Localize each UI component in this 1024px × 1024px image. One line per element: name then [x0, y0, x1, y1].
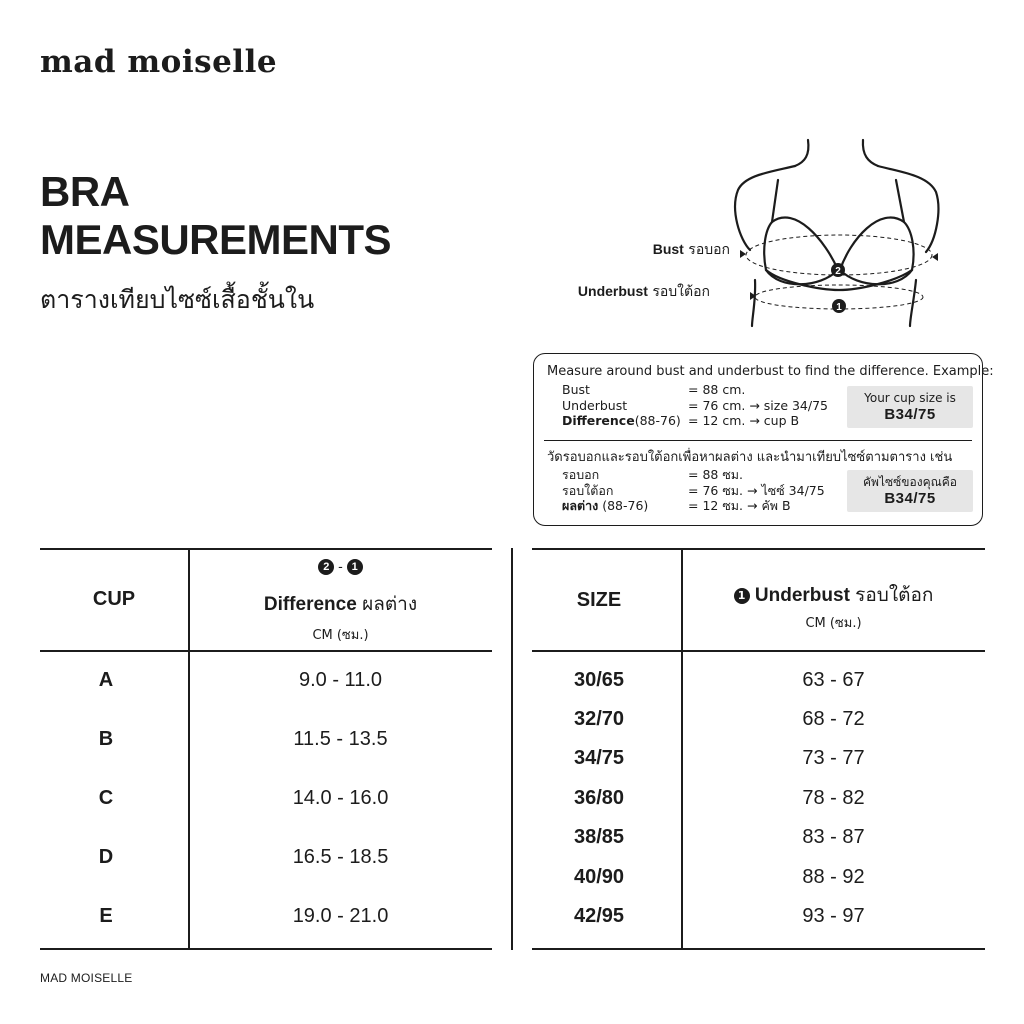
size-cell: 36/80 [573, 787, 625, 809]
size-table-header-rule [532, 650, 985, 652]
underbust-cell: 68 - 72 [802, 708, 865, 730]
underbust-cell: 93 - 97 [802, 905, 865, 927]
cup-cell: D [98, 846, 114, 868]
bra-body-diagram [700, 130, 960, 335]
difference-cell: 11.5 - 13.5 [293, 728, 388, 750]
example-th-key-underbust: รอบใต้อก [562, 483, 614, 498]
example-en-key-difference: Difference(88-76) [562, 413, 681, 428]
size-cell: 30/65 [573, 669, 625, 691]
example-box [533, 353, 994, 526]
marker-2-badge: 2 [318, 559, 334, 575]
size-table-top-rule [532, 548, 985, 550]
difference-cell: 19.0 - 21.0 [292, 905, 389, 927]
title-line-2: MEASUREMENTS [40, 216, 392, 263]
cup-table-bottom-rule [40, 948, 492, 950]
cup-size-value-en: B34/75 [884, 405, 936, 423]
size-cell: 42/95 [573, 905, 625, 927]
cup-cell: A [98, 669, 114, 691]
underbust-cell: 83 - 87 [802, 826, 865, 848]
cup-table-header-rule [40, 650, 492, 652]
example-divider [544, 440, 972, 441]
size-table-bottom-rule [532, 948, 985, 950]
size-col-header: SIZE [576, 589, 622, 611]
cup-table-top-rule [40, 548, 492, 550]
difference-formula: 2 - 1 [189, 558, 492, 575]
example-en-value-difference: = 12 cm. → cup B [688, 413, 800, 428]
difference-cell: 9.0 - 11.0 [298, 669, 383, 691]
underbust-col-unit: CM (ซม.) [805, 616, 862, 631]
difference-col-header: Difference ผลต่าง [263, 593, 418, 615]
example-th-key-bust: รอบอก [562, 467, 600, 482]
cup-size-box-th [847, 470, 973, 512]
difference-col-unit: CM (ซม.) [312, 628, 369, 643]
example-th-key-difference: ผลต่าง (88-76) [562, 498, 649, 513]
underbust-col-header: 1 Underbust รอบใต้อก [682, 580, 985, 610]
marker-2-label: 2 [835, 266, 841, 277]
underbust-label-en: Underbust [577, 283, 648, 299]
size-cell: 38/85 [573, 826, 625, 848]
cup-col-header: CUP [92, 588, 136, 610]
cup-size-label-en: Your cup size is [864, 390, 956, 405]
marker-1-badge: 1 [734, 588, 750, 604]
size-cell: 40/90 [573, 866, 625, 888]
cup-size-label-th: คัพไซซ์ของคุณคือ [863, 474, 957, 489]
bust-label-th: รอบอก [688, 242, 730, 258]
size-cell: 32/70 [573, 708, 625, 730]
bust-label [653, 239, 730, 261]
underbust-cell: 63 - 67 [802, 669, 865, 691]
difference-cell: 14.0 - 16.0 [292, 787, 389, 809]
cup-cell: C [98, 787, 114, 809]
cup-cell: E [99, 905, 113, 927]
example-en-value-underbust: = 76 cm. → size 34/75 [688, 398, 829, 413]
footer-brand: MAD MOISELLE [40, 971, 133, 985]
bust-label-en: Bust [652, 241, 684, 257]
marker-1-label: 1 [836, 302, 842, 313]
example-heading-en: Measure around bust and underbust to find the difference. Example: [547, 364, 994, 379]
underbust-cell: 88 - 92 [802, 866, 865, 888]
underbust-cell: 73 - 77 [802, 747, 865, 769]
cup-size-value-th: B34/75 [884, 489, 936, 507]
size-cell: 34/75 [573, 747, 625, 769]
title-line-1: BRA [40, 168, 130, 215]
brand-logo: mad moiselle [40, 44, 278, 80]
page-subtitle: ตารางเทียบไซซ์เสื้อชั้นใน [40, 285, 315, 314]
example-th-value-underbust: = 76 ซม. → ไซซ์ 34/75 [688, 483, 825, 498]
difference-cell: 16.5 - 18.5 [292, 846, 389, 868]
cup-cell: B [98, 728, 114, 750]
example-en-key-bust: Bust [562, 382, 590, 397]
underbust-cell: 78 - 82 [802, 787, 865, 809]
example-heading-th: วัดรอบอกและรอบใต้อกเพื่อหาผลต่าง และนำมาเทียบไซซ์ตามตาราง เช่น [547, 450, 953, 465]
example-th-value-bust: = 88 ซม. [688, 467, 744, 482]
example-en-key-underbust: Underbust [562, 398, 628, 413]
example-en-value-bust: = 88 cm. [688, 382, 746, 397]
page-title [40, 168, 391, 264]
underbust-label [578, 281, 710, 303]
cup-size-box-en [847, 386, 973, 428]
marker-1-badge: 1 [347, 559, 363, 575]
example-th-value-difference: = 12 ซม. → คัพ B [688, 498, 791, 513]
tables-separator [511, 548, 513, 950]
underbust-label-th: รอบใต้อก [652, 284, 710, 300]
